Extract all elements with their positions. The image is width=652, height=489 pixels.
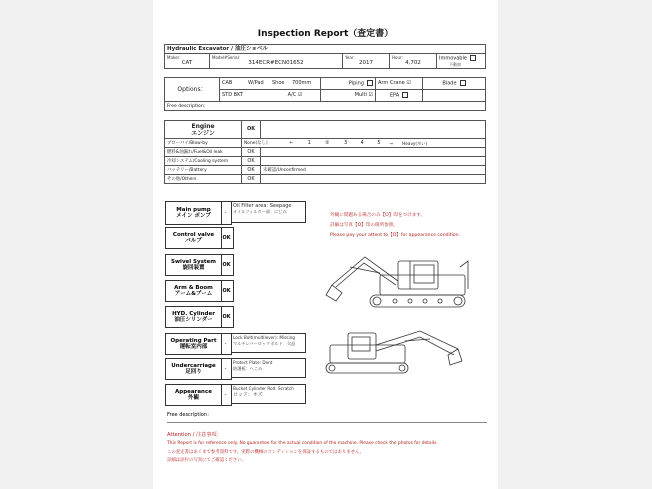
part-note-jp: ロッド：キズ: [233, 392, 263, 398]
blowby-scale-3: 3: [343, 139, 348, 146]
attention-title: Attention / 注意事項：: [167, 432, 222, 438]
epa-checkbox[interactable]: [402, 92, 408, 98]
part-status: -: [220, 358, 232, 380]
part-name: Appearance: [175, 389, 212, 395]
part-name-jp: バルブ: [185, 238, 202, 244]
part-note-jp: オイルフィルター部：にじみ: [233, 209, 287, 214]
hour-value: 4,702: [405, 60, 421, 66]
part-arm-boom: [165, 280, 222, 302]
part-note: [231, 358, 306, 378]
part-name: Operating Part: [170, 338, 217, 344]
part-note: [231, 201, 306, 223]
part-name-jp: 運転室内部: [179, 344, 208, 350]
part-note-en: Lock Bolt(multilever): Missing: [233, 335, 295, 340]
engine-status: OK: [242, 121, 261, 139]
report-sheet: [153, 0, 498, 489]
part-note-jp: 防護板：へこみ: [233, 366, 263, 371]
option-std-bkt: STD BKT: [220, 90, 271, 102]
ac-check-icon[interactable]: ☑: [297, 92, 303, 98]
fuel-oil-leak-status: OK: [242, 148, 261, 157]
option-cab: CAB: [220, 78, 247, 90]
part-status: -: [220, 333, 232, 355]
year-label: Year：: [345, 55, 358, 60]
excavator-rear-view: [326, 331, 462, 373]
part-status: OK: [220, 227, 234, 249]
option-wpad: W/Pad: [246, 78, 270, 90]
blowby-label: ブローバイ/Blow-by: [165, 139, 242, 148]
engine-table: [164, 120, 486, 184]
part-note: [231, 333, 306, 353]
part-hyd-cylinder: [165, 306, 222, 328]
part-main-pump: [165, 201, 222, 225]
part-name-jp: 足回り: [185, 369, 202, 375]
others-status: OK: [242, 175, 261, 184]
part-name-jp: メイン ポンプ: [176, 213, 211, 219]
part-note-jp: マルチレバーロックボルト：欠品: [233, 341, 296, 346]
option-epa: EPA: [389, 92, 400, 99]
part-swivel-system: [165, 254, 222, 276]
option-multi: Multi: [354, 92, 367, 98]
part-undercarriage: [165, 358, 222, 380]
part-note-en: Bucket Cylinder Rod: Scratch: [233, 386, 294, 391]
cooling-system-label: 冷却システム/Cooling system: [165, 157, 242, 166]
year-value: 2017: [359, 60, 373, 66]
options-label: Options：: [165, 78, 220, 102]
part-name: Undercarriage: [171, 363, 216, 369]
battery-status: OK: [242, 166, 261, 175]
fuel-oil-leak-label: 燃料&油漏れ/Fuel&Oil leak: [165, 148, 242, 157]
arrow-right-icon: →: [389, 140, 393, 146]
part-note-en: Protect Plate: Dent: [233, 360, 273, 365]
part-status: -: [220, 201, 232, 225]
part-status: OK: [220, 254, 234, 276]
maker-label: Maker：: [167, 55, 184, 60]
others-label: その他/Others: [165, 175, 242, 184]
options-free-description: Free description：: [165, 102, 486, 111]
machine-type: Hydraulic Excavator / 油圧ショベル: [165, 45, 486, 54]
model-value: 314ECR#ECN01652: [248, 60, 304, 66]
part-name-jp: アーム&ブーム: [174, 291, 213, 297]
appearance-notice: [330, 211, 460, 241]
engine-label-jp: エンジン: [191, 129, 215, 137]
attention-en: This Report is for reference only. No guarantee for the actual condition of the machine. Please check the photos for details.: [167, 440, 438, 446]
part-status: -: [220, 384, 232, 406]
option-shoe: Shoe: [270, 78, 290, 90]
part-note-en: Oil Filter area: Seepage: [233, 203, 292, 209]
battery-note: 未確認/Unconfirmed: [261, 166, 486, 175]
report-title: Inspection Report（査定書）: [257, 29, 394, 39]
blowby-scale-5: 5: [377, 139, 381, 146]
options-table: [164, 77, 486, 111]
part-name: HYD. Cylinder: [172, 311, 215, 317]
part-status: OK: [220, 280, 234, 302]
part-operating-part: [165, 333, 222, 355]
engine-label: Engine: [191, 122, 215, 130]
part-control-valve: [165, 227, 222, 249]
immovable-jp: 不動車: [449, 61, 461, 67]
maker-value: CAT: [181, 60, 193, 66]
option-arm-crane: Arm Crane: [378, 80, 405, 86]
part-name: Swivel System: [171, 259, 216, 265]
blowby-scale-4: 4: [360, 139, 364, 146]
option-blade: Blade: [442, 80, 457, 87]
attention-jp-1: この査定書はあくまで参考資料です。実際の機械のコンディションを保証するものではありません。: [167, 449, 365, 455]
excavator-diagram: [310, 245, 488, 385]
part-name: Control valve: [172, 232, 215, 238]
immovable-checkbox[interactable]: [470, 55, 476, 61]
part-name: Arm & Boom: [174, 285, 213, 291]
blowby-none: None(なし): [242, 139, 282, 148]
part-name-jp: 油圧シリンダー: [174, 317, 213, 323]
model-label: Model#Serial：: [212, 55, 243, 60]
piping-checkbox[interactable]: [367, 80, 373, 86]
notice-en: Please pay your attent to【O】for appearance condition.: [330, 233, 461, 238]
attention-jp-2: 詳細は添付の写真にてご確認ください。: [167, 458, 247, 464]
arrow-left-icon: ←: [289, 139, 294, 146]
immovable-label: Immovable: [439, 55, 467, 62]
part-note: [231, 384, 306, 404]
battery-label: バッテリー/Battery: [165, 166, 242, 175]
divider: [167, 422, 487, 423]
option-shoe-size: 700mm: [290, 78, 321, 90]
option-piping: Piping: [348, 80, 364, 87]
blowby-heavy: Heavy(多い): [402, 140, 428, 146]
notice-jp-1: 外観に問題ある場合のみ【O】印をつけます。: [330, 213, 426, 218]
part-name: Main pump: [176, 207, 211, 213]
part-appearance: [165, 384, 222, 406]
option-ac: A/C: [287, 92, 297, 98]
part-status: OK: [220, 306, 234, 328]
notice-jp-2: 詳細は写真【O】印の箇所参照。: [330, 223, 398, 228]
machine-info-table: [164, 44, 486, 69]
multi-check-icon[interactable]: ☑: [368, 92, 373, 98]
free-description: Free description：: [167, 412, 213, 418]
part-name-jp: 旋回装置: [182, 265, 205, 271]
arm-crane-check-icon[interactable]: ☑: [406, 80, 411, 86]
cooling-system-status: OK: [242, 157, 261, 166]
part-name-jp: 外観: [187, 395, 199, 401]
hour-label: Hour：: [392, 55, 406, 60]
blade-checkbox[interactable]: [460, 80, 466, 86]
attention-block: [167, 431, 485, 466]
excavator-side-view: [326, 257, 468, 307]
blowby-scale-1: 1: [307, 139, 311, 146]
blowby-scale-2: ②: [325, 139, 330, 146]
